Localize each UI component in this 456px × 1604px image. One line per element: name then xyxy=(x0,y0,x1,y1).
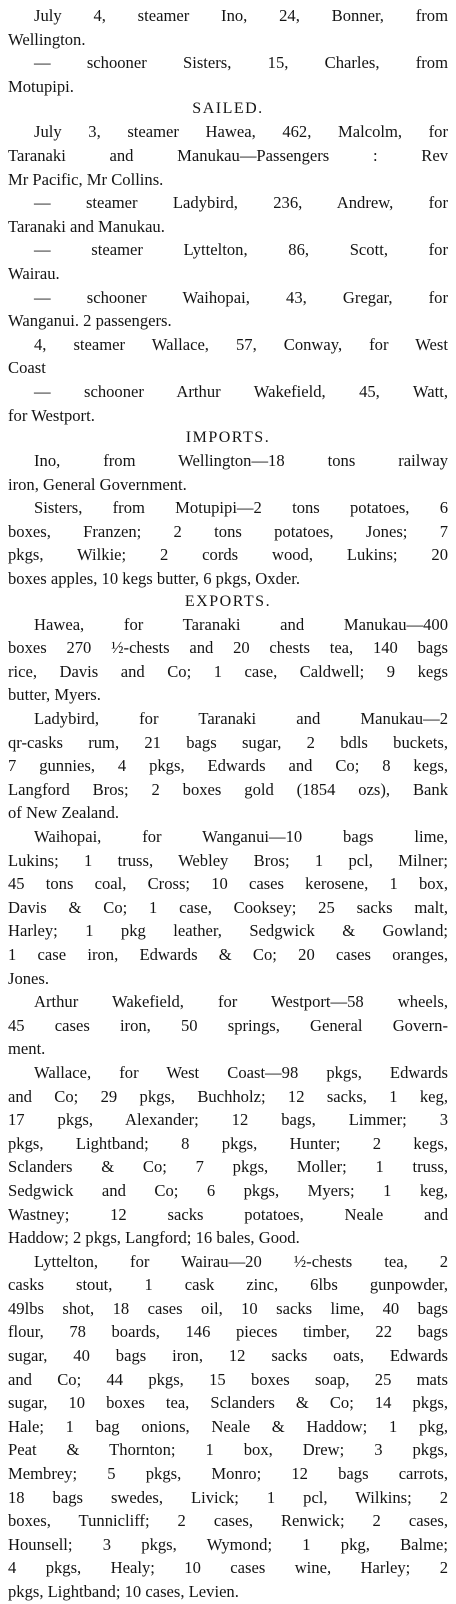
text-line: Peat & Thornton; 1 box, Drew; 3 pkgs, xyxy=(8,1440,448,1460)
text-line: Davis & Co; 1 case, Cooksey; 25 sacks malt, xyxy=(8,897,448,917)
text-line: 49lbs shot, 18 cases oil, 10 sacks lime, 40 bags xyxy=(8,1298,448,1318)
text-line: pkgs, Wilkie; 2 cords wood, Lukins; 20 xyxy=(8,545,448,565)
shipping-entry xyxy=(8,4,448,51)
text-line: Waihopai, for Wanganui—10 bags lime, xyxy=(34,827,448,846)
text-line: Ladybird, for Taranaki and Manukau—2 xyxy=(34,709,448,729)
text-line: Hounsell; 3 pkgs, Wymond; 1 pkg, Balme; xyxy=(8,1534,448,1554)
text-line: boxes 270 ½-chests and 20 chests tea, 140 bags xyxy=(8,638,448,658)
text-line: Harley; 1 pkg leather, Sedgwick & Gowland; xyxy=(8,921,448,941)
text-line: of New Zealand. xyxy=(8,803,120,823)
text-line: July 3, steamer Hawea, 462, Malcolm, for xyxy=(34,122,448,142)
text-line: Membrey; 5 pkgs, Monro; 12 bags carrots, xyxy=(8,1464,448,1484)
text-line: 4 pkgs, Healy; 10 cases wine, Harley; 2 xyxy=(8,1558,448,1578)
text-line: Jones. xyxy=(8,968,50,988)
text-line: boxes, Tunnicliff; 2 cases, Renwick; 2 cases, xyxy=(8,1511,448,1531)
text-line: and Co; 29 pkgs, Buchholz; 12 sacks, 1 keg, xyxy=(8,1086,448,1106)
text-line: Taranaki and Manukau. xyxy=(8,216,165,236)
text-line: Langford Bros; 2 boxes gold (1854 ozs), Bank xyxy=(8,779,448,799)
text-line: 17 pkgs, Alexander; 12 bags, Limmer; 3 xyxy=(8,1110,448,1130)
text-line: July 4, steamer Ino, 24, Bonner, from xyxy=(34,6,448,25)
text-line: sugar, 10 boxes tea, Sclanders & Co; 14 pkgs, xyxy=(8,1393,448,1413)
text-line: Mr Pacific, Mr Collins. xyxy=(8,169,164,189)
text-line: Coast xyxy=(8,358,46,378)
text-line: Haddow; 2 pkgs, Langford; 16 bales, Good. xyxy=(8,1228,300,1248)
text-line: Wairau. xyxy=(8,263,60,283)
text-line: — schooner Sisters, 15, Charles, from xyxy=(34,53,448,73)
text-line: ment. xyxy=(8,1039,46,1059)
text-line: Wallace, for West Coast—98 pkgs, Edwards xyxy=(34,1062,448,1082)
text-line: butter, Myers. xyxy=(8,685,101,705)
section-heading: EXPORTS. xyxy=(184,592,272,610)
text-line: pkgs, Lightband; 10 cases, Levien. xyxy=(8,1582,239,1601)
text-line: Sisters, from Motupipi—2 tons potatoes, 6 xyxy=(34,498,448,518)
shipping-entry xyxy=(8,449,448,496)
shipping-entry xyxy=(8,286,448,333)
text-line: boxes apples, 10 kegs butter, 6 pkgs, Oxder. xyxy=(8,569,300,589)
text-line: 45 cases iron, 50 springs, General Govern- xyxy=(8,1015,448,1035)
text-line: iron, General Government. xyxy=(8,474,187,494)
text-line: Ino, from Wellington—18 tons railway xyxy=(34,451,448,471)
text-line: Sclanders & Co; 7 pkgs, Moller; 1 truss, xyxy=(8,1157,448,1177)
section xyxy=(8,591,448,1604)
text-line: Sedgwick and Co; 6 pkgs, Myers; 1 keg, xyxy=(8,1180,448,1200)
section xyxy=(8,4,448,98)
text-line: Hale; 1 bag onions, Neale & Haddow; 1 pkg, xyxy=(8,1416,448,1436)
text-line: — steamer Ladybird, 236, Andrew, for xyxy=(34,193,448,213)
text-line: for Westport. xyxy=(8,405,95,425)
text-line: 4, steamer Wallace, 57, Conway, for West xyxy=(34,334,448,354)
shipping-entry xyxy=(8,707,448,825)
text-line: 18 bags swedes, Livick; 1 pcl, Wilkins; 2 xyxy=(8,1487,448,1507)
section xyxy=(8,427,448,591)
text-line: Wastney; 12 sacks potatoes, Neale and xyxy=(8,1204,448,1224)
text-line: — schooner Arthur Wakefield, 45, Watt, xyxy=(34,381,448,401)
text-line: 7 gunnies, 4 pkgs, Edwards and Co; 8 kegs, xyxy=(8,756,448,776)
shipping-entry xyxy=(8,496,448,590)
section-heading: IMPORTS. xyxy=(185,429,271,447)
shipping-entry xyxy=(8,238,448,285)
shipping-entry xyxy=(8,613,448,707)
text-line: Lukins; 1 truss, Webley Bros; 1 pcl, Milner; xyxy=(8,850,448,870)
text-line: pkgs, Lightband; 8 pkgs, Hunter; 2 kegs, xyxy=(8,1133,448,1153)
shipping-entry xyxy=(8,990,448,1061)
text-line: Wellington. xyxy=(8,29,86,49)
text-line: casks stout, 1 cask zinc, 6lbs gunpowder, xyxy=(8,1275,448,1295)
text-line: boxes, Franzen; 2 tons potatoes, Jones; 7 xyxy=(8,521,448,541)
text-line: qr-casks rum, 21 bags sugar, 2 bdls buckets, xyxy=(8,732,448,752)
text-line: sugar, 40 bags iron, 12 sacks oats, Edwards xyxy=(8,1346,448,1366)
shipping-entry xyxy=(8,1061,448,1250)
shipping-entry xyxy=(8,120,448,191)
text-line: and Co; 44 pkgs, 15 boxes soap, 25 mats xyxy=(8,1369,448,1389)
shipping-entry xyxy=(8,333,448,380)
text-line: Arthur Wakefield, for Westport—58 wheels, xyxy=(34,992,448,1012)
text-line: 1 case iron, Edwards & Co; 20 cases oranges, xyxy=(8,944,448,964)
shipping-entry xyxy=(8,191,448,238)
section-heading: SAILED. xyxy=(192,100,264,118)
section xyxy=(8,98,448,427)
text-line: — schooner Waihopai, 43, Gregar, for xyxy=(34,287,448,307)
text-line: 45 tons coal, Cross; 10 cases kerosene, 1 box, xyxy=(8,874,448,894)
shipping-entry xyxy=(8,380,448,427)
text-line: Hawea, for Taranaki and Manukau—400 xyxy=(34,614,448,634)
text-line: rice, Davis and Co; 1 case, Caldwell; 9 kegs xyxy=(8,661,448,681)
text-line: Motupipi. xyxy=(8,76,74,96)
text-line: flour, 78 boards, 146 pieces timber, 22 bags xyxy=(8,1322,448,1342)
text-line: — steamer Lyttelton, 86, Scott, for xyxy=(34,240,448,260)
text-line: Wanganui. 2 passengers. xyxy=(8,311,172,331)
text-line: Lyttelton, for Wairau—20 ½-chests tea, 2 xyxy=(34,1251,448,1271)
shipping-entry xyxy=(8,1250,448,1604)
shipping-entry xyxy=(8,51,448,98)
text-line: Taranaki and Manukau—Passengers : Rev xyxy=(8,145,448,165)
shipping-entry xyxy=(8,825,448,990)
